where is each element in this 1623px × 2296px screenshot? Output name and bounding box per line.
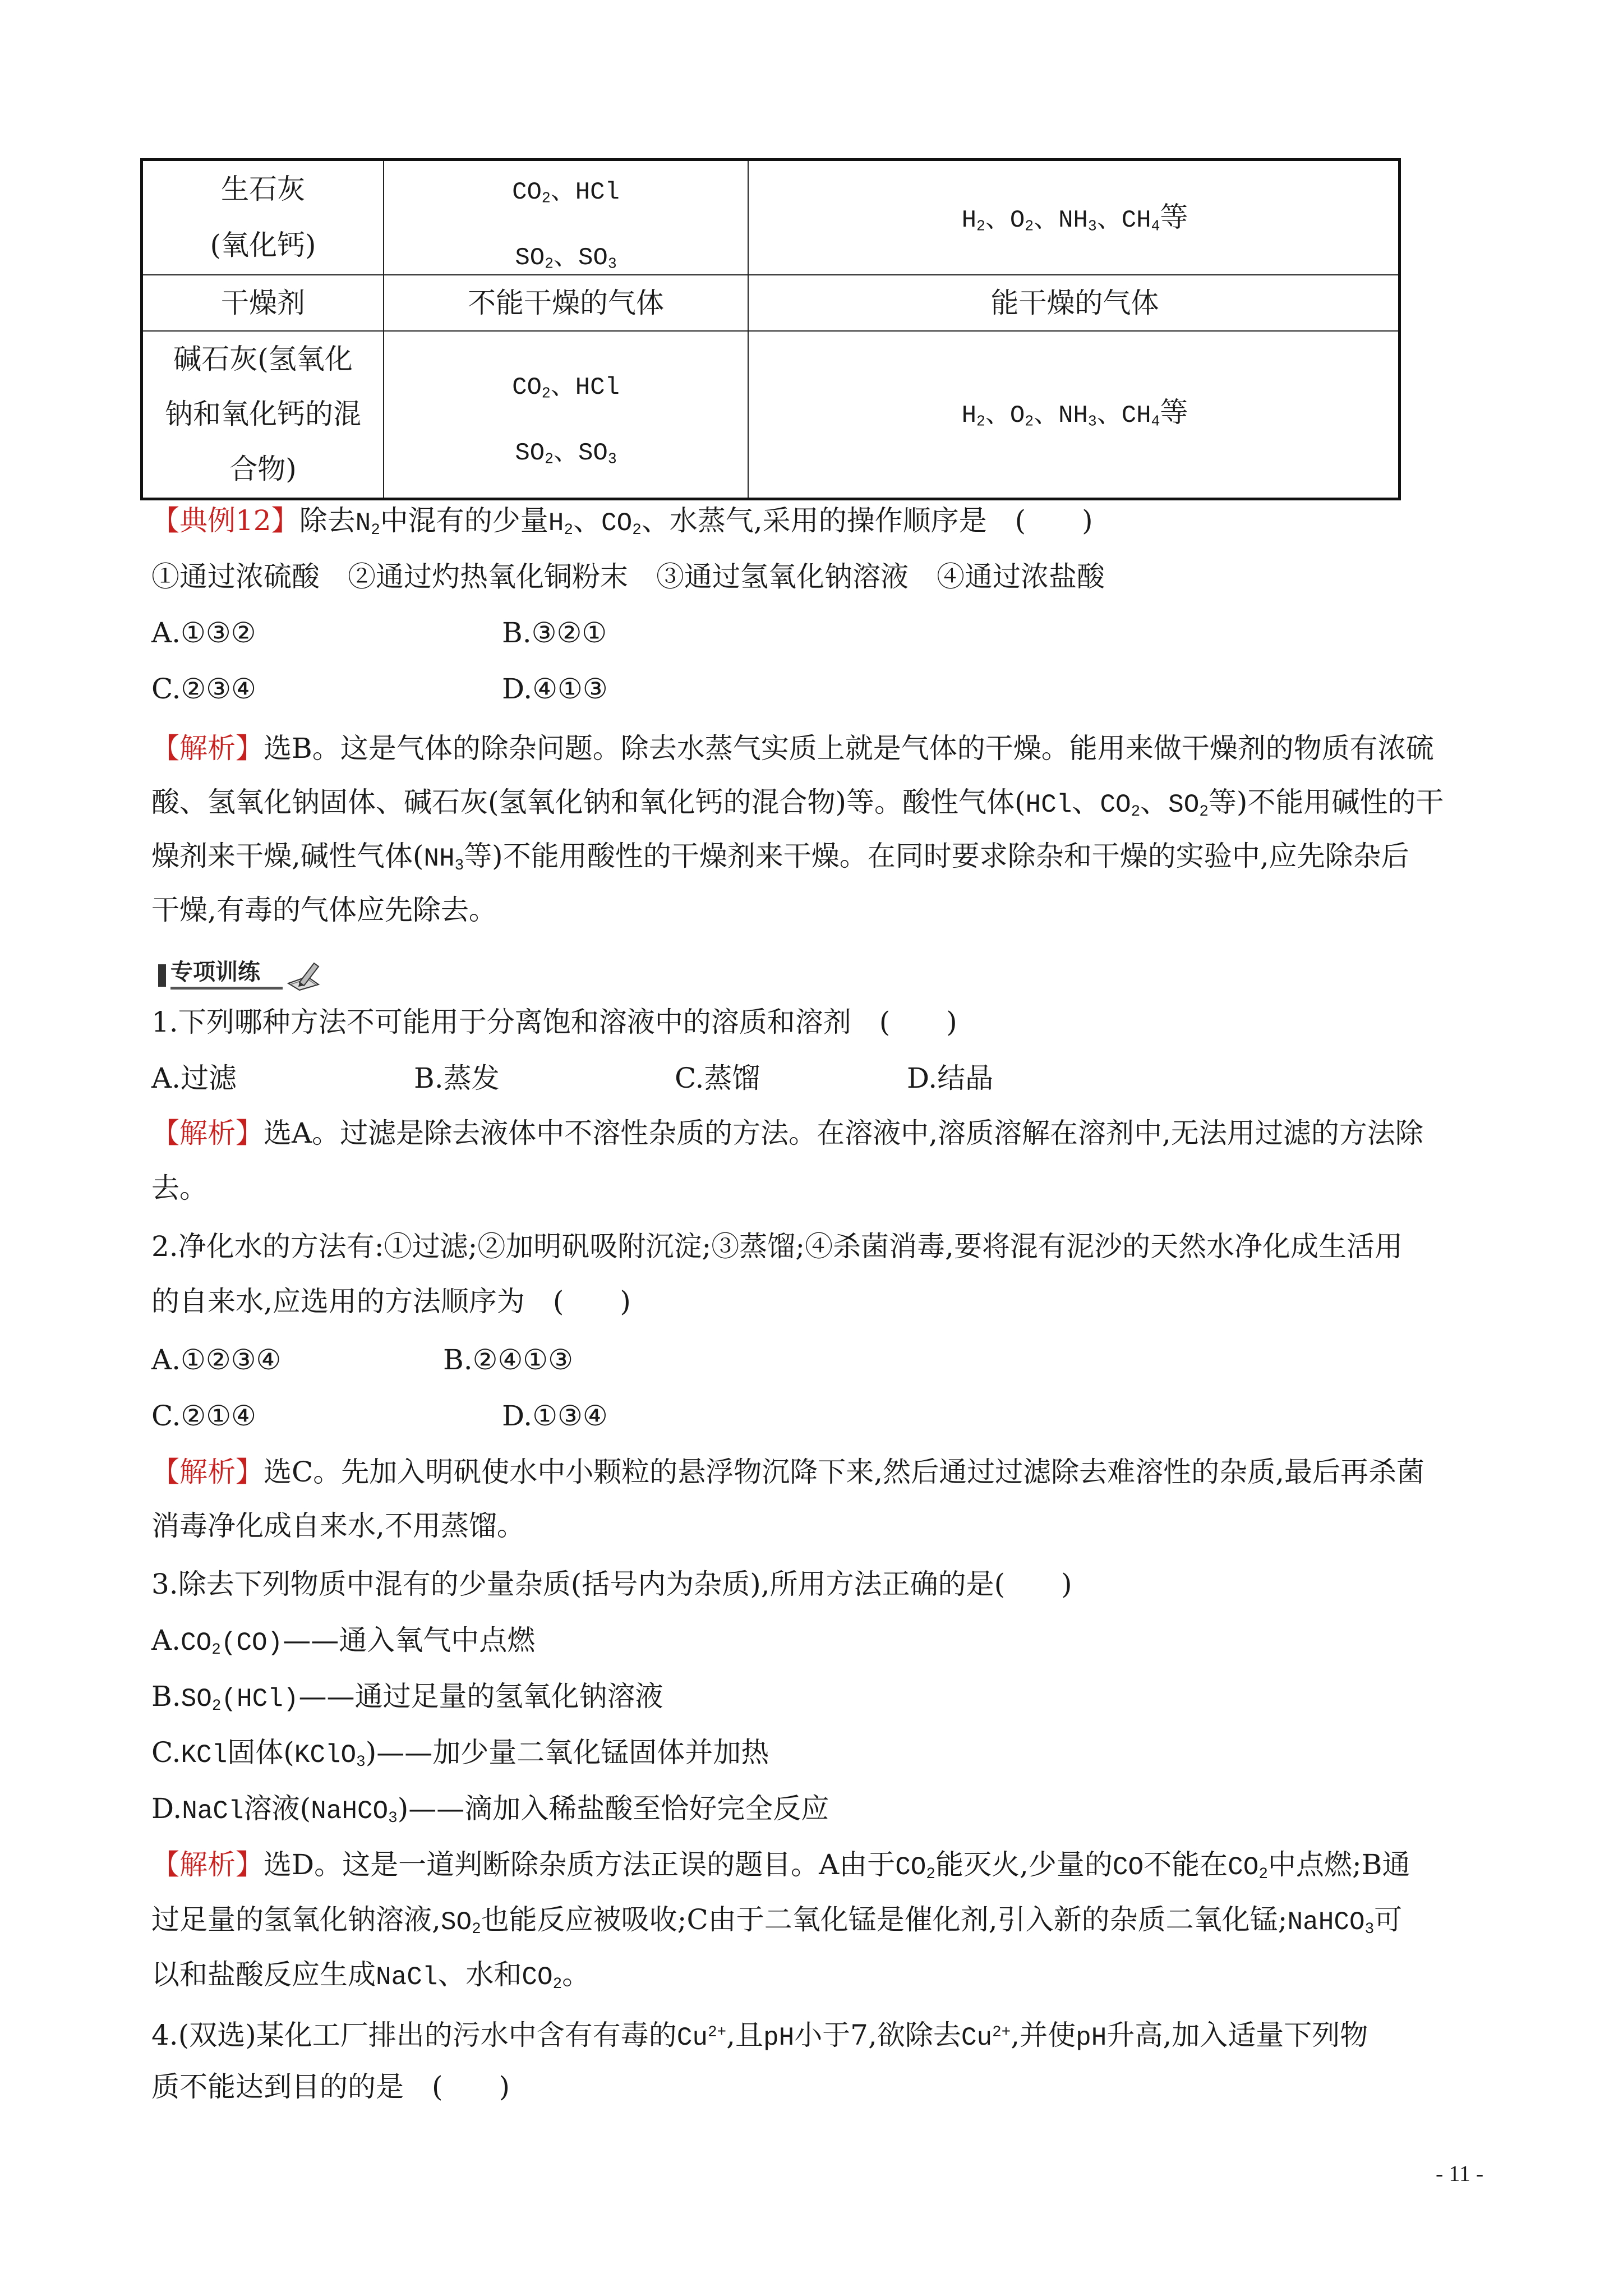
analysis-tag: 【解析】: [151, 1117, 264, 1149]
page-number: - 11 -: [1436, 2161, 1484, 2186]
option-c: C.②③④: [151, 673, 256, 705]
example-12-steps: ①通过浓硫酸 ②通过灼热氧化铜粉末 ③通过氢氧化钠溶液 ④通过浓盐酸: [151, 560, 1105, 593]
q1-analysis-line: [151, 1116, 1423, 1150]
table-cell-cannot: [384, 161, 748, 274]
drying-agent-table: [140, 158, 1401, 500]
table-cell-can: $H_2$、$O_2$、$NH_3$、$CH_4$等: [961, 201, 1188, 235]
question-3: 3.除去下列物质中混有的少量杂质(括号内为杂质),所用方法正确的是( ): [151, 1568, 1072, 1600]
option-d: D.结晶: [907, 1062, 994, 1094]
analysis-text: 选A。过滤是除去液体中不溶性杂质的方法。在溶液中,溶质溶解在溶剂中,无法用过滤的方法除: [264, 1117, 1423, 1149]
table-header-cannot: 不能干燥的气体: [468, 287, 664, 319]
analysis-tag: 【解析】: [151, 1848, 264, 1881]
table-text: 合物): [229, 453, 297, 485]
table-text: 碱石灰(氢氧化: [173, 343, 353, 375]
example-12-analysis-line: 燥剂来干燥,碱性气体($NH_3$等)不能用酸性的干燥剂来干燥。在同时要求除杂和干燥的实验中,应先除杂后: [151, 840, 1409, 875]
analysis-text: 选B。这是气体的除杂问题。除去水蒸气实质上就是气体的干燥。能用来做干燥剂的物质有浓硫: [264, 732, 1434, 765]
option-a: A.①②③④: [151, 1343, 282, 1376]
option-d: D.④①③: [502, 673, 608, 705]
analysis-text: 选C。先加入明矾使水中小颗粒的悬浮物沉降下来,然后通过过滤除去难溶性的杂质,最后再杀菌: [264, 1456, 1425, 1488]
option-c: C.KCl固体(KClO$_3$)——加少量二氧化锰固体并加热: [151, 1736, 769, 1771]
table-header-agent: 干燥剂: [221, 287, 305, 319]
question-4: 质不能达到目的的是 ( ): [151, 2070, 510, 2103]
table-text: 钠和氧化钙的混: [165, 398, 361, 430]
analysis-tag: 【解析】: [151, 732, 264, 765]
q2-analysis-line: [151, 1455, 1424, 1489]
example-12-analysis-line: [151, 731, 1434, 765]
section-title: 专项训练: [170, 959, 260, 985]
analysis-tag: 【解析】: [151, 1456, 264, 1488]
option-c: C.②①④: [151, 1400, 256, 1432]
q3-analysis-line: 以和盐酸反应生成NaCl、水和$CO_2$。: [151, 1958, 591, 1993]
table-text: $SO_2$、$SO_3$: [515, 439, 617, 468]
option-b: B.③②①: [502, 616, 607, 649]
option-b: B.蒸发: [414, 1062, 500, 1094]
table-cell-agent: [143, 161, 383, 274]
q1-analysis-line: 去。: [151, 1172, 208, 1204]
example-12-analysis-line: 酸、氢氧化钠固体、碱石灰(氢氧化钠和氧化钙的混合物)等。酸性气体(HCl、$CO_2$、$SO_2$等)不能用碱性的干: [151, 786, 1444, 821]
table-cell-agent: [143, 332, 383, 498]
example-12-question: 【典例12】除去$N_2$中混有的少量$H_2$、$CO_2$、水蒸气,采用的操作顺序是 ( ): [151, 504, 1093, 539]
table-header-can: 能干燥的气体: [990, 287, 1159, 319]
example-tag: 【典例12】: [151, 504, 299, 537]
question-1: 1.下列哪种方法不可能用于分离饱和溶液中的溶质和溶剂 ( ): [151, 1006, 957, 1038]
question-4: 4.(双选)某化工厂排出的污水中含有有毒的$Cu^{2+}$,且pH小于7,欲除去$Cu^{2+}$,并使pH升高,加入适量下列物: [151, 2019, 1368, 2053]
q3-analysis-line: 过足量的氢氧化钠溶液$,SO_2$也能反应被吸收;C由于二氧化锰是催化剂,引入新的杂质二氧化锰;NaHCO$_3$可: [151, 1903, 1403, 1938]
heading-underline: [170, 987, 283, 990]
option-a: A.过滤: [151, 1062, 237, 1094]
q2-analysis-line: 消毒净化成自来水,不用蒸馏。: [151, 1510, 525, 1542]
pencil-notebook-icon: [285, 960, 322, 991]
option-d: D.①③④: [502, 1400, 608, 1432]
option-d: D.NaCl溶液(NaHCO$_3$)——滴加入稀盐酸至恰好完全反应: [151, 1792, 829, 1827]
option-a: A.①③②: [151, 616, 256, 649]
table-text: $CO_2$、HCl: [512, 178, 620, 207]
question-2: 的自来水,应选用的方法顺序为 ( ): [151, 1285, 631, 1318]
option-c: C.蒸馏: [675, 1062, 760, 1094]
table-text: (氧化钙): [210, 229, 316, 261]
table-cell-can: $H_2$、$O_2$、$NH_3$、$CH_4$等: [961, 396, 1188, 430]
q3-analysis-line: 【解析】选D。这是一道判断除杂质方法正误的题目。A由于$CO_2$能灭火,少量的CO不能在$CO_2$中点燃;B通: [151, 1848, 1410, 1883]
question-2: 2.净化水的方法有:①过滤;②加明矾吸附沉淀;③蒸馏;④杀菌消毒,要将混有泥沙的天然水净化成生活用: [151, 1230, 1403, 1263]
section-heading: [158, 956, 326, 991]
option-a: $A.CO_2(CO)——$通入氧气中点燃: [151, 1624, 536, 1659]
table-text: 生石灰: [221, 173, 305, 205]
option-b: $B.SO_2(HCl)——$通过足量的氢氧化钠溶液: [151, 1680, 663, 1715]
table-text: $SO_2$、$SO_3$: [515, 243, 617, 273]
heading-bar: [158, 964, 166, 987]
option-b: B.②④①③: [443, 1343, 573, 1376]
table-cell-cannot: [384, 356, 748, 468]
example-12-analysis-line: 干燥,有毒的气体应先除去。: [151, 894, 497, 926]
table-text: $CO_2$、HCl: [512, 374, 620, 402]
